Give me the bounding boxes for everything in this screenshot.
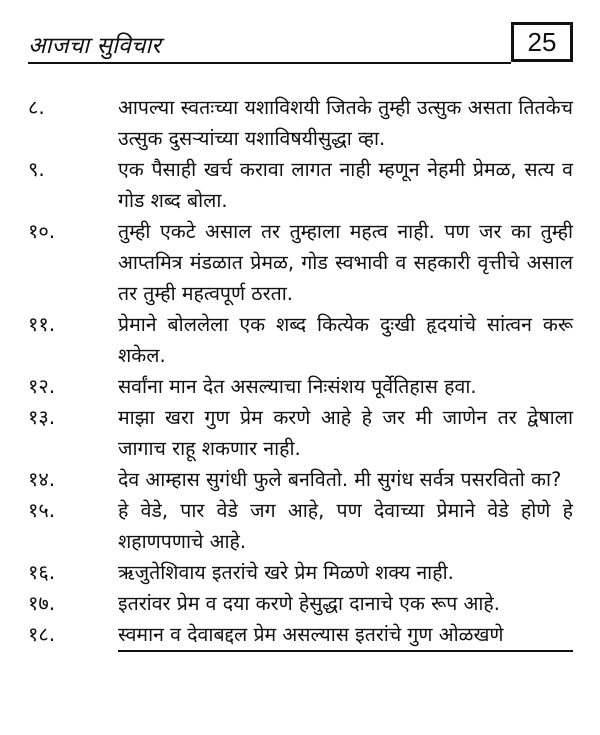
header-rule: [28, 62, 511, 64]
list-item: [28, 92, 573, 154]
page-number: 25: [511, 22, 573, 62]
item-text: प्रेमाने बोललेला एक शब्द कित्येक दुःखी हृदयांचे सांत्वन करू शकेल.: [118, 313, 573, 367]
item-text: इतरांवर प्रेम व दया करणे हेसुद्धा दानाचे एक रूप आहे.: [118, 592, 500, 615]
item-number: १८.: [28, 622, 56, 646]
item-text: हे वेडे, पार वेडे जग आहे, पण देवाच्या प्रेमाने वेडे होणे हे शहाणपणाचे आहे.: [118, 499, 573, 553]
list-item: [28, 216, 573, 309]
item-text: माझा खरा गुण प्रेम करणे आहे हे जर मी जाणेन तर द्वेषाला जागाच राहू शकणार नाही.: [118, 406, 573, 460]
item-text: ऋजुतेशिवाय इतरांचे खरे प्रेम मिळणे शक्य नाही.: [118, 561, 454, 584]
quote-list: [28, 92, 573, 652]
item-number: १५.: [28, 498, 56, 522]
item-number: १६.: [28, 560, 56, 584]
item-number: ९.: [28, 157, 45, 181]
list-item: [28, 154, 573, 216]
item-text: देव आम्हास सुगंधी फुले बनवितो. मी सुगंध सर्वत्र पसरवितो का?: [118, 468, 562, 491]
list-item: [28, 619, 573, 652]
item-number: १३.: [28, 405, 56, 429]
item-number: १०.: [28, 219, 56, 243]
list-item: [28, 557, 573, 588]
item-number: ८.: [28, 95, 45, 119]
list-item: [28, 309, 573, 371]
item-text: आपल्या स्वतःच्या यशाविशयी जितके तुम्ही उत्सुक असता तितकेच उत्सुक दुसऱ्यांच्या यशाविषयीसुद्धा व्हा.: [118, 96, 573, 150]
item-number: १२.: [28, 374, 56, 398]
page-title: आजचा सुविचार: [28, 33, 161, 59]
list-item: [28, 495, 573, 557]
page-header: [28, 22, 573, 68]
list-item: [28, 402, 573, 464]
item-number: ११.: [28, 312, 56, 336]
item-number: १४.: [28, 467, 56, 491]
item-number: १७.: [28, 591, 56, 615]
item-text: स्वमान व देवाबद्दल प्रेम असल्यास इतरांचे गुण ओळखणे: [118, 619, 573, 652]
item-text: सर्वांना मान देत असल्याचा निःसंशय पूर्वेतिहास हवा.: [118, 375, 477, 398]
list-item: [28, 371, 573, 402]
list-item: [28, 464, 573, 495]
list-item: [28, 588, 573, 619]
item-text: एक पैसाही खर्च करावा लागत नाही म्हणून नेहमी प्रेमळ, सत्य व गोड शब्द बोला.: [118, 158, 573, 212]
item-text: तुम्ही एकटे असाल तर तुम्हाला महत्व नाही. पण जर का तुम्ही आप्तमित्र मंडळात प्रेमळ, गोड स्वभावी व सहकारी वृत्तीचे असाल तर तुम्ही महत्वपूर्ण ठरता.: [118, 220, 573, 305]
